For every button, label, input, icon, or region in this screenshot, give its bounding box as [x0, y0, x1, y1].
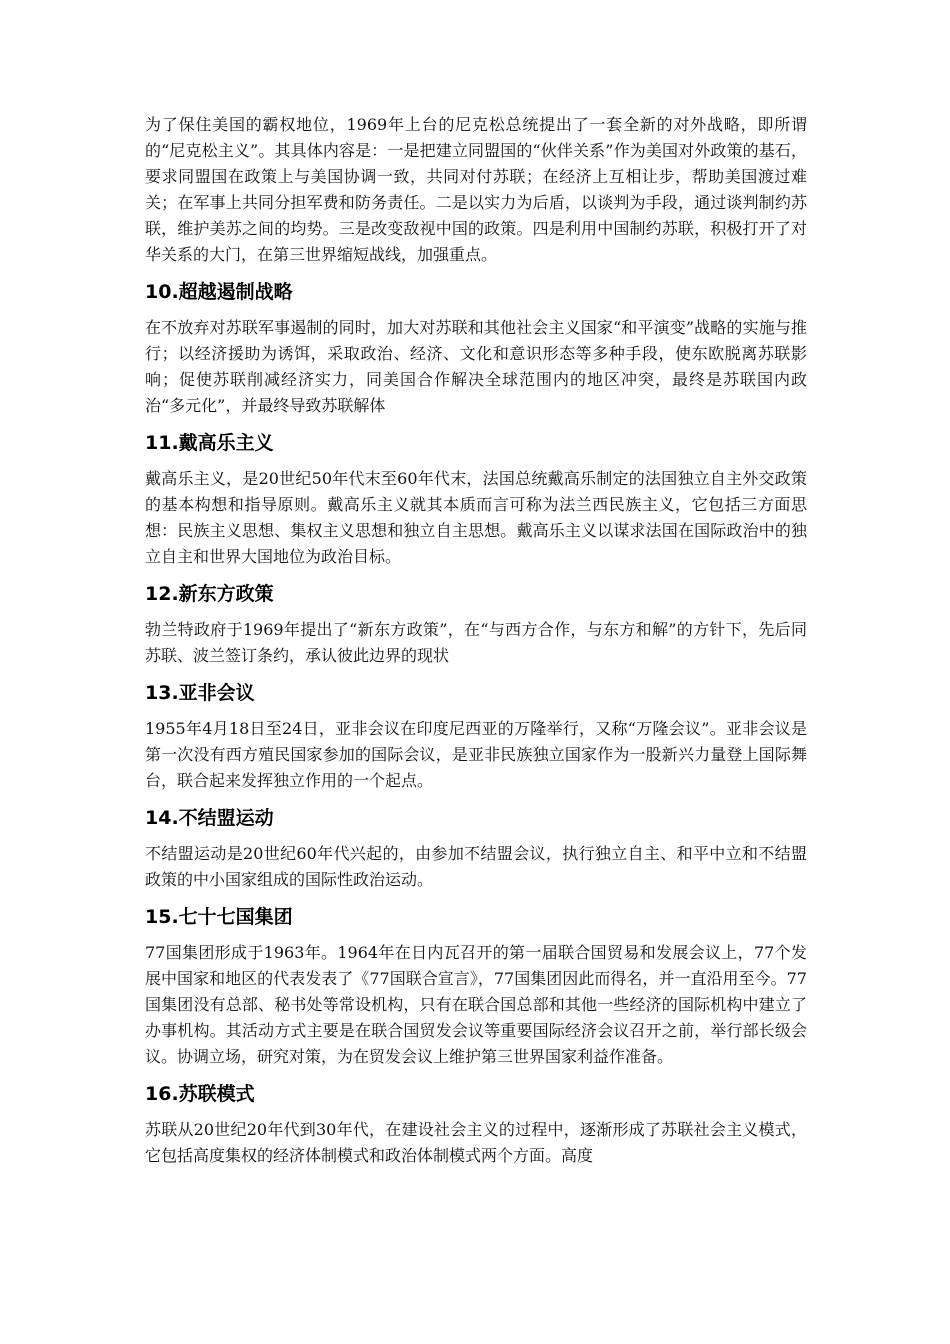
section-15	[145, 902, 807, 1070]
section-heading: 11.戴高乐主义	[145, 432, 274, 454]
section-heading: 13.亚非会议	[145, 682, 255, 704]
section-body: 戴高乐主义，是20世纪50年代末至60年代末，法国总统戴高乐制定的法国独立自主外交政策的基本构想和指导原则。戴高乐主义就其本质而言可称为法兰西民族主义，它包括三方面思想：民族主义思想、集权主义思想和独立自主思想。戴高乐主义以谋求法国在国际政治中的独立自主和世界大国地位为政治目标。	[145, 469, 807, 566]
section-body: 在不放弃对苏联军事遏制的同时，加大对苏联和其他社会主义国家“和平演变”战略的实施与推行；以经济援助为诱饵，采取政治、经济、文化和意识形态等多种手段，使东欧脱离苏联影响；促使苏联削减经济实力，同美国合作解决全球范围内的地区冲突，最终是苏联国内政治“多元化”，并最终导致苏联解体	[145, 318, 807, 415]
section-body: 1955年4月18日至24日，亚非会议在印度尼西亚的万隆举行，又称“万隆会议”。亚非会议是第一次没有西方殖民国家参加的国际会议，是亚非民族独立国家作为一股新兴力量登上国际舞台，联合起来发挥独立作用的一个起点。	[145, 719, 807, 790]
section-14	[145, 803, 807, 893]
section-heading: 15.七十七国集团	[145, 906, 293, 928]
section-10	[145, 277, 807, 419]
section-heading: 16.苏联模式	[145, 1083, 255, 1105]
section-13	[145, 678, 807, 794]
section-heading: 10.超越遏制战略	[145, 281, 293, 303]
section-body: 77国集团形成于1963年。1964年在日内瓦召开的第一届联合国贸易和发展会议上，77个发展中国家和地区的代表发表了《77国联合宣言》，77国集团因此而得名，并一直沿用至今。77国集团没有总部、秘书处等常设机构，只有在联合国总部和其他一些经济的国际机构中建立了办事机构。其活动方式主要是在联合国贸发会议等重要国际经济会议召开之前，举行部长级会议。协调立场，研究对策，为在贸发会议上维护第三世界国家利益作准备。	[145, 943, 807, 1066]
section-12	[145, 579, 807, 669]
intro-paragraph: 为了保住美国的霸权地位，1969年上台的尼克松总统提出了一套全新的对外战略，即所谓的“尼克松主义”。其具体内容是：一是把建立同盟国的“伙伴关系”作为美国对外政策的基石，要求同盟国在政策上与美国协调一致，共同对付苏联；在经济上互相让步，帮助美国渡过难关；在军事上共同分担军费和防务责任。二是以实力为后盾，以谈判为手段，通过谈判制约苏联，维护美苏之间的均势。三是改变敌视中国的政策。四是利用中国制约苏联，积极打开了对华关系的大门，在第三世界缩短战线，加强重点。	[145, 115, 807, 264]
section-heading: 14.不结盟运动	[145, 807, 274, 829]
section-heading: 12.新东方政策	[145, 583, 274, 605]
document-page	[145, 112, 807, 1169]
section-11	[145, 428, 807, 570]
section-body: 不结盟运动是20世纪60年代兴起的，由参加不结盟会议，执行独立自主、和平中立和不结盟政策的中小国家组成的国际性政治运动。	[145, 844, 807, 889]
section-body: 勃兰特政府于1969年提出了“新东方政策”，在“与西方合作，与东方和解”的方针下，先后同苏联、波兰签订条约，承认彼此边界的现状	[145, 620, 807, 665]
section-body: 苏联从20世纪20年代到30年代，在建设社会主义的过程中，逐渐形成了苏联社会主义模式，它包括高度集权的经济体制模式和政治体制模式两个方面。高度	[145, 1120, 807, 1165]
section-16	[145, 1079, 807, 1169]
